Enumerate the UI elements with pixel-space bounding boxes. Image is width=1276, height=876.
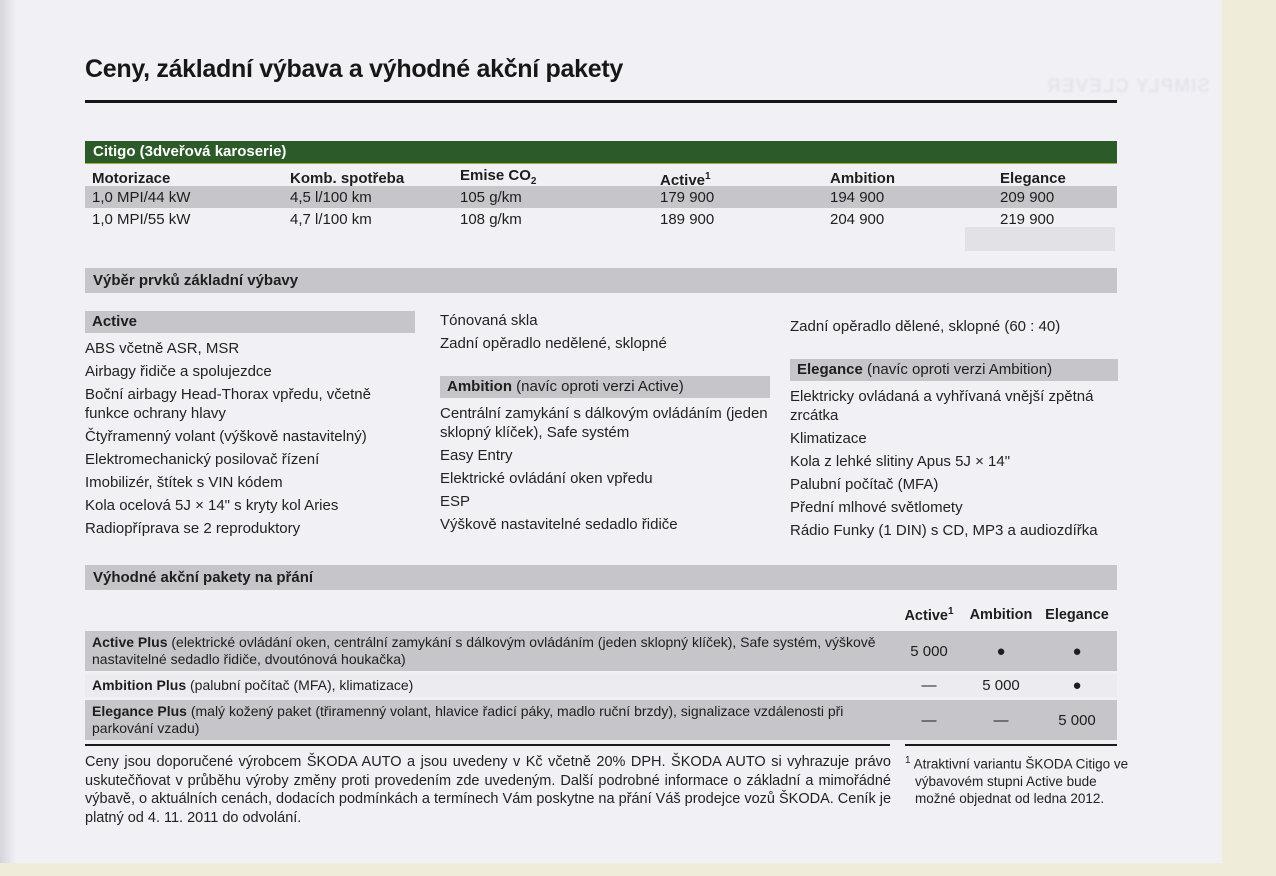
price-disclaimer: Ceny jsou doporučené výrobcem ŠKODA AUTO a jsou uvedeny v Kč včetně 20% DPH. ŠKODA AUTO si vyhrazuje právo uskutečňovat v průběhu výroby změny proti provedením zde uvedeným. Další podrobné informace o základní a mimořádné výbavě, o aktuálních cenách, dodacích podmínkách a termínech Vám poskytne na přání Váš prodejce vozů ŠKODA. Ceník je platný od 4. 11. 2011 do odvolání. xyxy=(85,754,892,826)
package-row-elegance-plus xyxy=(85,700,1117,740)
spacer xyxy=(440,355,770,376)
equipment-item: Palubní počítač (MFA) xyxy=(790,476,939,493)
price-table xyxy=(85,141,1117,230)
package-value-elegance: ● xyxy=(1072,677,1082,694)
footer-rule-left xyxy=(85,744,890,746)
equipment-item: Kola z lehké slitiny Apus 5J × 14" xyxy=(790,453,1011,470)
equipment-item: Rádio Funky (1 DIN) s CD, MP3 a audiozdířka xyxy=(790,522,1098,539)
equipment-column-ambition xyxy=(440,309,770,536)
package-value-ambition: 5 000 xyxy=(982,677,1020,694)
active-label: Active xyxy=(660,172,706,189)
footnote xyxy=(905,752,1135,807)
package-description xyxy=(85,674,893,697)
package-detail: (elektrické ovládání oken, centrální zamykání s dálkovým ovládáním (jeden sklopný klíček), Safe systém, výškově nastavitelné sedadlo řidiče, dvoutónová houkačka) xyxy=(92,634,876,667)
package-value-active: — xyxy=(921,677,937,694)
scan-left-edge-shadow xyxy=(0,0,16,863)
package-row-active-plus xyxy=(85,631,1117,671)
equipment-item: Elektrické ovládání oken vpředu xyxy=(440,470,653,487)
footer-rule-right xyxy=(905,744,1117,746)
equipment-item: Kola ocelová 5J × 14" s kryty kol Aries xyxy=(85,497,339,514)
equipment-item: Čtyřramenný volant (výškově nastavitelný) xyxy=(85,428,367,445)
equipment-item: ESP xyxy=(440,493,471,510)
equipment-item: Zadní opěradlo dělené, sklopné (60 : 40) xyxy=(790,318,1061,335)
active-label: Active xyxy=(904,607,948,624)
price-table-header-row xyxy=(85,165,1117,189)
cell-emise: 108 g/km xyxy=(460,210,522,228)
package-value-elegance: 5 000 xyxy=(1058,711,1096,729)
packages-column-active xyxy=(893,606,965,624)
equipment-header-ambition xyxy=(440,376,770,398)
equipment-column-active xyxy=(85,311,415,540)
section-header-packages: Výhodné akční pakety na přání xyxy=(85,565,1117,590)
equipment-item: Boční airbagy Head-Thorax vpředu, včetně funkce ochrany hlavy xyxy=(85,386,371,422)
ambition-note: (navíc oproti verzi Active) xyxy=(512,378,684,395)
section-header-equipment: Výběr prvků základní výbavy xyxy=(85,268,1117,293)
cell-price-active: 179 900 xyxy=(660,188,715,206)
elegance-note: (navíc oproti verzi Ambition) xyxy=(862,361,1053,378)
equipment-item: Airbagy řidiče a spolujezdce xyxy=(85,363,272,380)
package-detail: (malý kožený paket (třiramenný volant, hlavice řadicí páky, madlo ruční brzdy), signalizace vzdálenosti při parkování vzadu) xyxy=(92,703,844,736)
package-description xyxy=(85,631,893,671)
footnote-text: Atraktivní variantu ŠKODA Citigo ve výbavovém stupni Active bude možné objednat od ledna 2012. xyxy=(913,756,1129,806)
cell-price-ambition: 204 900 xyxy=(830,210,885,228)
equipment-header-elegance xyxy=(790,359,1118,381)
equipment-item: Centrální zamykání s dálkovým ovládáním (jeden sklopný klíček), Safe systém xyxy=(440,405,768,441)
price-row-44kw xyxy=(85,186,1117,208)
cell-spotreba: 4,7 l/100 km xyxy=(290,210,372,228)
cell-price-ambition: 194 900 xyxy=(830,188,885,206)
package-detail: (palubní počítač (MFA), klimatizace) xyxy=(186,677,414,693)
elegance-label: Elegance xyxy=(797,361,863,378)
cell-price-elegance: 209 900 xyxy=(1000,188,1055,206)
package-row-ambition-plus xyxy=(85,674,1117,697)
equipment-item: Klimatizace xyxy=(790,430,867,447)
equipment-item: Radiopříprava se 2 reproduktory xyxy=(85,520,301,537)
equipment-column-elegance xyxy=(790,315,1118,542)
packages-table xyxy=(85,603,1117,740)
equipment-item: Easy Entry xyxy=(440,447,513,464)
package-value-elegance: ● xyxy=(1072,642,1082,660)
emise-co2-label: Emise CO xyxy=(460,167,531,184)
cell-price-active: 189 900 xyxy=(660,210,715,228)
equipment-item: Výškově nastavitelné sedadlo řidiče xyxy=(440,516,678,533)
equipment-item: Přední mlhové světlomety xyxy=(790,499,963,516)
active-footnote-marker: 1 xyxy=(705,171,711,182)
footnote-marker: 1 xyxy=(905,755,911,766)
column-header-spotreba: Komb. spotřeba xyxy=(290,170,405,187)
column-header-elegance: Elegance xyxy=(1000,170,1066,187)
equipment-item: Imobilizér, štítek s VIN kódem xyxy=(85,474,283,491)
scan-artifact-ghost-box xyxy=(965,227,1115,251)
bleed-through-ghost-text: SIMPLY CLEVER xyxy=(1046,76,1210,97)
equipment-item: Elektricky ovládaná a vyhřívaná vnější zpětná zrcátka xyxy=(790,388,1094,424)
co2-subscript: 2 xyxy=(530,176,537,187)
package-name: Ambition Plus xyxy=(92,677,187,693)
cell-emise: 105 g/km xyxy=(460,188,522,206)
price-row-55kw xyxy=(85,208,1117,230)
cell-motorizace: 1,0 MPI/55 kW xyxy=(92,210,191,228)
equipment-item: ABS včetně ASR, MSR xyxy=(85,340,240,357)
title-rule xyxy=(85,100,1117,103)
price-table-title-bar: Citigo (3dveřová karoserie) xyxy=(85,141,1117,164)
column-header-motorizace: Motorizace xyxy=(92,170,171,187)
package-value-active: — xyxy=(921,711,937,729)
ambition-label: Ambition xyxy=(447,378,512,395)
package-value-active: 5 000 xyxy=(910,642,948,660)
spacer xyxy=(790,338,1118,359)
cell-motorizace: 1,0 MPI/44 kW xyxy=(92,188,191,206)
package-value-ambition: ● xyxy=(996,642,1006,660)
equipment-header-active: Active xyxy=(85,311,415,333)
packages-header-row xyxy=(85,603,1117,627)
column-header-ambition: Ambition xyxy=(830,170,895,187)
package-description xyxy=(85,700,893,740)
package-name: Active Plus xyxy=(92,634,168,650)
active-footnote-marker: 1 xyxy=(947,606,954,618)
equipment-item: Zadní opěradlo nedělené, sklopné xyxy=(440,335,667,352)
packages-column-ambition: Ambition xyxy=(969,607,1033,623)
cell-price-elegance: 219 900 xyxy=(1000,210,1055,228)
cell-spotreba: 4,5 l/100 km xyxy=(290,188,372,206)
packages-column-elegance: Elegance xyxy=(1045,607,1109,623)
equipment-item: Elektromechanický posilovač řízení xyxy=(85,451,320,468)
page-title: Ceny, základní výbava a výhodné akční pakety xyxy=(85,55,623,83)
equipment-item: Tónovaná skla xyxy=(440,312,538,329)
package-name: Elegance Plus xyxy=(92,703,187,719)
package-value-ambition: — xyxy=(993,711,1009,729)
